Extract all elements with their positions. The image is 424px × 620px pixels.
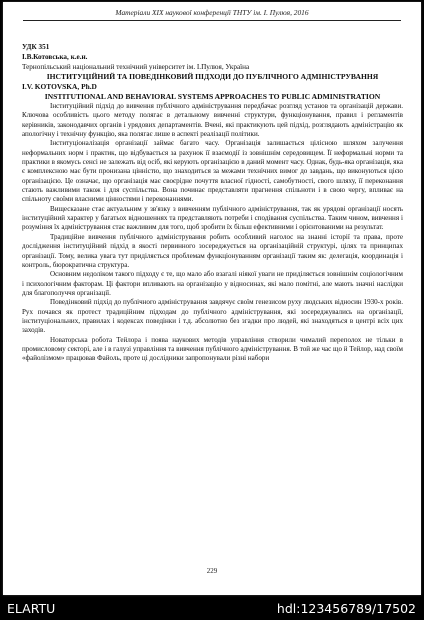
paragraph: Вищесказане стає актуальним у зв'язку з вивченням публічного адміністрування, так як урядові організації носять інституційний характер у багатьох відношеннях та представляють потреби і сподівання суспільства. Таким чином, вивчення і розуміння їх адміністрування стає важливим для того, щоб зробити їх більш ефективними і орієнтованими на результат. bbox=[22, 204, 403, 232]
affiliation: Тернопільський національний технічний університет ім. І.Пулюя, Україна bbox=[22, 63, 250, 71]
paragraph: Інституціоналізація організації займає багато часу. Організація залишається цілісною шляхом залучення неформальних норм і практик, що відбувається за рахунок її взаємодії із зовнішнім середовищем. Її неформальні норми та практики в якомусь сенсі не залежать від осіб, які керують організацією в даний момент часу. Однак, будь-яка організація, яка є комплексною має бути пронизана цінністю, що знаходиться за межами технічних вимог до завдань, що виконуються цією організацією. Це означає, що організація має своєрідне почуття власної гідності, самобутності, свого шляху, її переконання стають важливими також і для суспільства. Вона починає представляти прагнення спільноти і в свою чергу, впливає на спільноту своїми власними цінностями і переконаннями. bbox=[22, 139, 403, 204]
paragraph: Основним недоліком такого підходу є те, що мало або взагалі ніякої уваги не приділяється зовнішнім соціологічним і психологічним факторам. Ці фактори впливають на організацію у відносинах, які мало помітні, але мають значні наслідки для благополуччя організації. bbox=[22, 270, 403, 297]
paragraph: Новаторська робота Тейлора і поява наукових методів управління створили чималий переполох не тільки в промисловому секторі, але і в галузі управління та вивчення публічного адміністрування. В той же час що й Тейлор, над своїм «файолізмом» працював Файоль, проте ці дослідники запропонували різні набори bbox=[22, 335, 403, 363]
paragraph: Поведінковий підхід до публічного адміністрування завдячує своїм генезисом руху людських відносин 1930-х років. Рух почався як протест традиційним підходам до публічного адміністрування, які зосереджувались на організації, інституціональних, правилах і кодексах поведінки і т.д. абсолютно без згадки про людей, які знаходяться в центрі всіх цих заходів. bbox=[22, 298, 403, 335]
author-ua: І.В.Котовська, к.е.н. bbox=[22, 53, 88, 61]
author-en: I.V. KOTOVSKA, Ph.D bbox=[22, 82, 97, 91]
page-number: 229 bbox=[206, 567, 218, 575]
title-ua: ІНСТИТУЦІЙНИЙ ТА ПОВЕДІНКОВИЙ ПІДХОДИ ДО ПУБЛІЧНОГО АДМІНІСТРУВАННЯ bbox=[46, 72, 379, 81]
header-rule bbox=[23, 20, 401, 21]
title-en: INSTITUTIONAL AND BEHAVIORAL SYSTEMS APPROACHES TO PUBLIC ADMINISTRATION bbox=[44, 92, 381, 101]
repository-name: ELARTU bbox=[7, 601, 56, 616]
running-header: Матеріали XIX наукової конференції ТНТУ ім. І. Пулюя, 2016 bbox=[115, 8, 309, 17]
viewer-footer-bar bbox=[0, 597, 424, 620]
paragraph: Інституційний підхід до вивчення публічного адміністрування передбачає розгляд установ та організацій держави. Ключова особливість цього методу полягає в детальному вивченні структури, функціонування, правил і регламентів керівників, законодавчих органів і урядових департаментів. Вчені, які практикують цей підхід, розглядають адміністрацію як апологічну і технічну функцію, яка полягає лише в аспекті реалізації політики. bbox=[22, 102, 403, 139]
paragraph: Традиційне вивчення публічного адміністрування робить особливий наголос на знанні історії та права, проте дослідження інституційний підхід в якості первинного зосереджується на організаційній структурі, цілях та принципах організації. Тому, велика увага тут приділяється проблемам функціонуванням організації таким як: делегація, координація і контроль, бюрократична структура. bbox=[22, 232, 403, 269]
document-page bbox=[3, 2, 421, 595]
handle-id: hdl:123456789/17502 bbox=[276, 601, 416, 616]
article-body bbox=[22, 42, 403, 364]
udc-code: УДК 351 bbox=[22, 43, 50, 51]
